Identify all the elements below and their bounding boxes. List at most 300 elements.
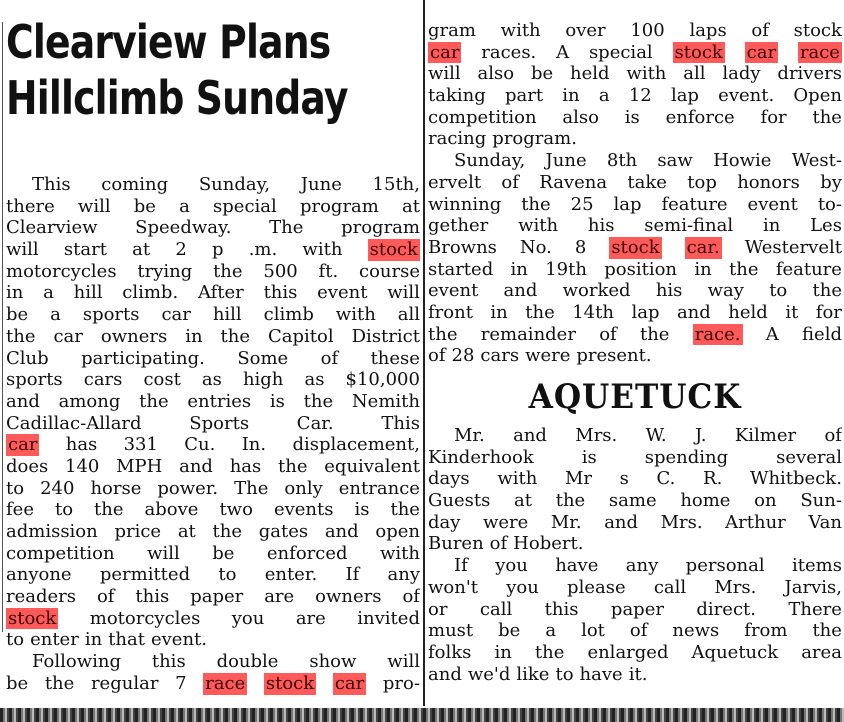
word: over	[565, 20, 606, 41]
word: this	[151, 651, 186, 673]
left-border-rule	[2, 22, 3, 632]
word: these	[370, 347, 420, 369]
text-line	[428, 259, 842, 281]
word: If	[345, 564, 360, 586]
word: climb.	[122, 282, 179, 304]
headline	[6, 14, 348, 126]
word: with	[626, 63, 667, 85]
word: of	[629, 620, 648, 642]
text-line	[428, 42, 842, 64]
word: 100	[630, 20, 665, 41]
word: After	[197, 282, 244, 304]
word: paper	[190, 586, 244, 608]
text-line	[428, 490, 842, 512]
word: the	[94, 499, 124, 521]
word: a	[598, 85, 610, 107]
text-line	[6, 326, 420, 348]
word: above	[144, 499, 199, 521]
word: program	[299, 195, 379, 217]
word: his	[655, 280, 683, 302]
word: only	[284, 477, 323, 499]
word: in	[694, 258, 712, 280]
word: anyone	[6, 564, 72, 586]
word: hill	[73, 282, 103, 304]
word: several	[776, 446, 842, 468]
word: the	[525, 301, 555, 323]
word: the	[303, 390, 334, 412]
word: permitted	[99, 564, 191, 586]
word: like	[516, 663, 550, 685]
word: paper	[610, 598, 664, 620]
text-line	[428, 280, 842, 302]
word: be	[530, 63, 554, 85]
word: high	[242, 369, 284, 391]
word: it	[785, 301, 799, 323]
text-line	[428, 447, 842, 469]
word: won't	[428, 576, 479, 598]
word: or	[428, 598, 448, 620]
word: the	[639, 323, 670, 345]
article-body-right	[428, 20, 842, 367]
word: p	[211, 239, 224, 261]
word: as	[201, 369, 222, 391]
text-line	[6, 282, 420, 304]
word: among	[58, 390, 121, 412]
word: No.	[519, 236, 552, 258]
word: 15th,	[372, 174, 420, 195]
word: and	[503, 280, 538, 302]
word: of	[96, 586, 115, 608]
word: owners	[315, 586, 382, 608]
word: the	[812, 106, 842, 128]
word: car	[161, 304, 191, 326]
word: Cu.	[184, 434, 216, 456]
word: will	[387, 282, 420, 304]
word: event.	[718, 85, 775, 107]
word: to	[6, 629, 25, 651]
text-line	[6, 499, 420, 521]
word: the	[812, 280, 842, 302]
text-line	[6, 629, 420, 651]
text-line	[428, 324, 842, 346]
word: invited	[357, 607, 420, 629]
word: displacement,	[292, 434, 420, 456]
word: readers	[6, 586, 77, 608]
word: 240	[40, 477, 75, 499]
word: front	[428, 301, 473, 323]
word: to	[54, 499, 74, 521]
text-line	[428, 345, 842, 367]
word: 19th	[545, 258, 587, 280]
word: 500	[263, 260, 298, 282]
word: Sun-	[800, 490, 842, 512]
word: started	[428, 258, 494, 280]
word: the	[428, 323, 458, 345]
word: If	[454, 555, 468, 577]
word: and	[513, 425, 547, 446]
word: trying	[137, 260, 193, 282]
word: in	[490, 301, 508, 323]
word: any	[387, 564, 420, 586]
text-line	[428, 215, 842, 237]
word: event.	[150, 629, 208, 651]
word: sports	[6, 369, 63, 391]
word: West-	[791, 150, 842, 172]
word: cost	[143, 369, 181, 391]
word: have	[579, 663, 623, 685]
word: A	[556, 41, 570, 63]
text-line	[428, 128, 842, 150]
word: participating.	[81, 347, 205, 369]
word: of	[320, 347, 339, 369]
word: Club	[6, 347, 49, 369]
text-line	[6, 391, 420, 413]
word: the	[521, 193, 551, 215]
word: in	[84, 629, 103, 651]
word: to	[769, 280, 788, 302]
word: admission	[6, 521, 98, 542]
word: will	[77, 195, 111, 217]
word: Hobert.	[513, 533, 584, 555]
word: Cadillac-Allard	[6, 412, 142, 434]
word: Clearview	[6, 217, 98, 239]
word: will	[387, 651, 420, 673]
text-line	[6, 261, 420, 283]
word: ft.	[318, 260, 339, 282]
word: Les	[810, 215, 842, 237]
text-line	[6, 174, 420, 196]
word: of	[428, 345, 446, 367]
word: event	[428, 280, 479, 302]
text-line	[428, 85, 842, 107]
word: 8	[574, 236, 587, 258]
text-line	[428, 468, 842, 490]
word: the	[278, 455, 308, 477]
highlighted-word: stock	[674, 41, 723, 63]
highlighted-word: race	[799, 41, 840, 63]
word: drivers	[777, 63, 842, 85]
word: Nemith	[351, 390, 420, 412]
word: with	[500, 20, 541, 41]
word: lap	[631, 301, 660, 323]
aquetuck-body	[428, 425, 842, 685]
word: $10,000	[345, 369, 420, 391]
word: and	[428, 663, 462, 685]
word: were	[482, 511, 529, 533]
word: Open	[793, 85, 842, 107]
word: of	[402, 586, 420, 608]
word: at	[132, 239, 151, 261]
word: this	[135, 586, 170, 608]
word: day	[428, 511, 461, 533]
word: R.	[703, 468, 723, 490]
word: the	[534, 641, 565, 663]
section-title: AQUETUCK	[528, 377, 742, 417]
word: semi-final	[644, 215, 734, 237]
word: double	[216, 651, 279, 673]
text-line	[6, 586, 420, 608]
word: June	[545, 150, 587, 172]
word: are	[264, 586, 295, 608]
word: District	[351, 325, 420, 347]
word: Browns	[428, 236, 497, 258]
word: 14th	[572, 301, 614, 323]
word: the	[6, 325, 36, 347]
text-line	[6, 434, 420, 456]
word: sports	[82, 304, 140, 326]
word: Westervelt	[744, 236, 842, 258]
word: were	[525, 345, 571, 367]
word: in	[762, 215, 781, 237]
word: open	[375, 521, 420, 542]
text-line	[6, 217, 420, 239]
word: at	[514, 490, 533, 512]
word: motorcycles	[6, 260, 117, 282]
word: stock	[793, 20, 842, 41]
word: part	[504, 85, 544, 107]
word: honors	[737, 171, 800, 193]
word: car	[53, 325, 83, 347]
word: remainder	[480, 323, 576, 345]
word: news	[672, 620, 720, 642]
word: a	[545, 620, 557, 642]
word: lady	[722, 63, 761, 85]
word: lap	[613, 193, 642, 215]
word: enlarged	[587, 641, 669, 663]
word: Aquetuck	[691, 641, 779, 663]
text-line	[6, 348, 420, 370]
highlighted-word: stock	[369, 239, 418, 261]
word: price	[114, 521, 162, 542]
word: equivalent	[324, 455, 420, 477]
text-line	[6, 521, 420, 543]
word: the	[44, 672, 75, 694]
word: as	[304, 369, 325, 391]
text-line	[428, 302, 842, 324]
word: This	[32, 174, 71, 195]
word: ervelt	[428, 171, 482, 193]
word: days	[428, 468, 470, 490]
word: please	[567, 576, 626, 598]
word: you	[506, 576, 539, 598]
word: 25	[570, 193, 594, 215]
word: and	[179, 455, 213, 477]
word: will	[147, 542, 180, 564]
word: Sunday,	[198, 174, 271, 195]
word: with	[335, 304, 376, 326]
word: gether	[428, 215, 489, 237]
text-line	[6, 369, 420, 391]
word: coming	[101, 174, 169, 195]
text-line	[6, 478, 420, 500]
word: competition	[6, 542, 115, 564]
text-line	[428, 107, 842, 129]
word: the	[213, 260, 243, 282]
text-line	[428, 20, 842, 42]
word: gates	[258, 521, 309, 542]
word: enforced	[266, 542, 348, 564]
text-line	[428, 425, 842, 447]
word: lap	[670, 85, 699, 107]
word: in	[510, 258, 528, 280]
word: Howie	[713, 150, 772, 172]
word: held	[570, 63, 610, 85]
word: program	[341, 217, 420, 239]
word: is	[581, 446, 597, 468]
word: The	[269, 217, 304, 239]
word: you	[231, 607, 265, 629]
word: events	[273, 499, 334, 521]
word: the	[729, 258, 759, 280]
word: event	[317, 282, 368, 304]
word: and	[324, 521, 359, 542]
word: hill	[212, 304, 242, 326]
word: with	[518, 215, 559, 237]
word: of	[501, 171, 519, 193]
word: is	[354, 499, 370, 521]
text-line	[428, 533, 842, 555]
headline-line-1: Clearview Plans	[6, 15, 331, 69]
highlighted-word: stock	[8, 607, 57, 629]
word: that	[108, 629, 145, 651]
word: the	[812, 620, 842, 642]
word: enforce	[665, 106, 735, 128]
text-line	[6, 608, 420, 630]
word: Capitol	[268, 325, 334, 347]
highlighted-word: race.	[694, 323, 741, 345]
word: also	[562, 106, 599, 128]
word: special	[213, 195, 277, 217]
text-line	[6, 196, 420, 218]
word: 8th	[606, 150, 638, 172]
word: and	[6, 390, 40, 412]
word: we'd	[467, 663, 511, 685]
word: to	[6, 477, 25, 499]
word: owners	[100, 325, 168, 347]
word: Sunday,	[454, 150, 526, 172]
word: this	[544, 598, 579, 620]
word: personal	[685, 555, 765, 577]
word: Mrs.	[575, 425, 618, 446]
word: call	[653, 576, 687, 598]
word: special	[588, 41, 653, 63]
highlighted-word: car.	[686, 236, 720, 258]
word: climb	[263, 304, 314, 326]
word: pro-	[382, 672, 420, 694]
word: and	[604, 511, 639, 533]
word: a	[50, 304, 61, 326]
word: 7	[175, 672, 187, 694]
text-line	[428, 664, 842, 686]
word: Speedway.	[135, 217, 232, 239]
word: with	[302, 239, 343, 261]
word: laps	[689, 20, 727, 41]
word: have	[555, 555, 599, 577]
word: all	[397, 304, 420, 326]
word: will	[6, 239, 39, 261]
word: Following	[32, 651, 121, 673]
text-line	[6, 413, 420, 435]
text-line	[428, 577, 842, 599]
word: feature	[661, 193, 728, 215]
highlighted-word: car	[334, 672, 365, 694]
word: for	[815, 301, 842, 323]
word: Car.	[296, 412, 334, 434]
word: power.	[157, 477, 219, 499]
word: event	[747, 193, 798, 215]
word: be	[6, 304, 29, 326]
word: take	[627, 171, 667, 193]
word: position	[604, 258, 678, 280]
word: way	[707, 280, 744, 302]
word: course	[358, 260, 420, 282]
word: 140	[65, 455, 100, 477]
word: to-	[817, 193, 842, 215]
word: program.	[492, 128, 577, 150]
word: are	[295, 607, 326, 629]
word: regular	[90, 672, 159, 694]
word: C.	[656, 468, 676, 490]
word: 331	[123, 434, 158, 456]
highlighted-word: car	[746, 41, 777, 63]
text-line	[6, 564, 420, 586]
word: This	[381, 412, 420, 434]
word: a	[43, 282, 54, 304]
word: Jarvis,	[784, 576, 842, 598]
word: of	[599, 323, 617, 345]
word: Mrs.	[660, 511, 703, 533]
text-line	[6, 651, 420, 673]
word: folks	[428, 641, 472, 663]
word: enter.	[264, 564, 318, 586]
word: his	[587, 215, 615, 237]
word: will	[428, 63, 461, 85]
torn-edge-band	[0, 708, 844, 722]
word: to	[555, 663, 574, 685]
word: of	[824, 425, 842, 446]
highlighted-word: car	[8, 434, 38, 456]
word: on	[754, 490, 777, 512]
word: call	[479, 598, 513, 620]
word: Mr.	[550, 511, 582, 533]
text-line	[428, 599, 842, 621]
word: gram	[428, 20, 476, 41]
word: entrance	[338, 477, 420, 499]
word: field	[802, 323, 842, 345]
word: has	[229, 455, 262, 477]
text-line	[428, 63, 842, 85]
word: and	[676, 301, 711, 323]
word: in	[562, 85, 580, 107]
article-body-left	[6, 174, 420, 695]
word: June	[300, 174, 342, 195]
word: Kilmer	[734, 425, 797, 446]
word: in	[494, 641, 512, 663]
column-divider	[423, 0, 425, 706]
word: spending	[644, 446, 729, 468]
word: held	[728, 301, 768, 323]
word: also	[477, 63, 515, 85]
word: the	[555, 490, 586, 512]
word: does	[6, 455, 49, 477]
word: Whitbeck.	[749, 468, 842, 490]
word: direct.	[696, 598, 756, 620]
highlighted-word: race	[205, 672, 246, 694]
word: races.	[481, 41, 537, 63]
word: in	[6, 282, 24, 304]
word: There	[788, 598, 842, 620]
word: The	[234, 477, 269, 499]
